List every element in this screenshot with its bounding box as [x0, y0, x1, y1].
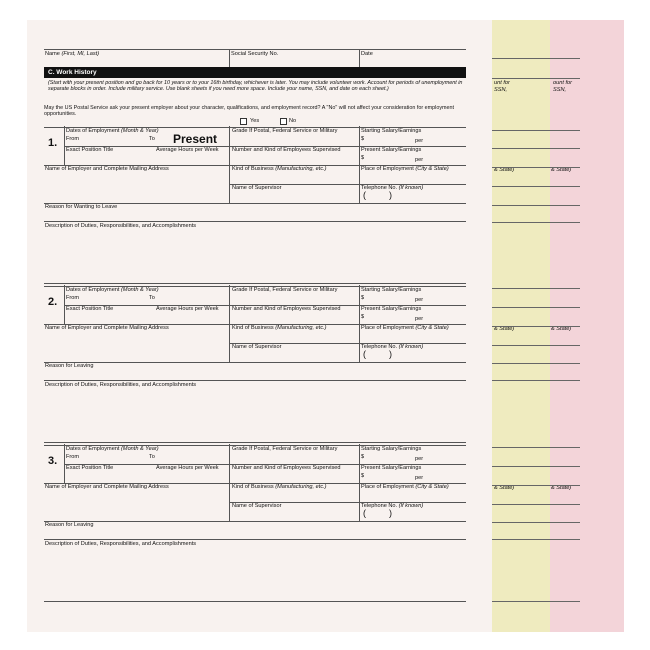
pink-copy-line — [550, 205, 580, 206]
employees-supervised-label: Number and Kind of Employees Supervised — [232, 147, 341, 153]
present-salary-label: Present Salary/Earnings — [361, 465, 422, 471]
to-label: To — [149, 454, 155, 460]
no-label: No — [289, 118, 297, 124]
hours-label: Average Hours per Week — [156, 147, 219, 153]
pink-copy-line — [550, 307, 580, 308]
dates-label: Dates of Employment (Month & Year) — [66, 287, 159, 293]
reason-label: Reason for Wanting to Leave — [45, 204, 118, 210]
pink-copy-line — [550, 130, 580, 131]
divider — [44, 601, 466, 602]
reason-label: Reason for Leaving — [45, 363, 94, 369]
block-number: 2. — [48, 296, 58, 308]
divider — [44, 521, 466, 522]
pink-copy-line — [550, 485, 580, 486]
section-instructions: (Start with your present position and go back for 10 years or to your 16th birthday, whichever is later. You may include volunteer work. Account for periods of unemployment in separate blocks in order. Include military service. Use blank sheets if you need more space. Include your name, SSN, and date on each sheet.) — [48, 80, 463, 93]
dollar-sign: $ — [361, 136, 365, 142]
business-label: Kind of Business (Manufacturing, etc.) — [232, 484, 327, 490]
per-label: per — [415, 138, 424, 144]
employer-label: Name of Employer and Complete Mailing Address — [45, 166, 169, 172]
employees-supervised-label: Number and Kind of Employees Supervised — [232, 465, 341, 471]
yellow-copy-line — [492, 485, 550, 486]
per-label: per — [415, 475, 424, 481]
dates-label: Dates of Employment (Month & Year) — [66, 128, 159, 134]
yellow-copy-line — [492, 78, 550, 79]
yellow-copy-line — [492, 345, 550, 346]
divider — [44, 362, 466, 363]
divider — [44, 442, 466, 443]
pink-copy-line — [550, 539, 580, 540]
pink-copy-line — [550, 601, 580, 602]
date-label: Date — [361, 51, 373, 57]
pink-place-fragment: & State) — [551, 167, 572, 173]
yellow-place-fragment: & State) — [494, 485, 515, 491]
yellow-copy-line — [492, 363, 550, 364]
divider — [64, 444, 65, 483]
phone-label: Telephone No. (If known) — [361, 344, 424, 350]
to-value[interactable]: Present — [173, 132, 218, 146]
employer-contact-question: May the US Postal Service ask your present employer about your character, qualifications, and employment record? A "No" will not affect your consideration for employment opportunities. — [44, 105, 455, 118]
divider — [44, 49, 466, 50]
name-field-label — [45, 51, 99, 58]
business-label: Kind of Business (Manufacturing, etc.) — [232, 325, 327, 331]
phone-open-paren-icon: ( — [363, 508, 366, 518]
dollar-sign: $ — [361, 473, 365, 479]
from-label: From — [66, 136, 80, 142]
yellow-copy-line — [492, 601, 550, 602]
yellow-copy-line — [492, 504, 550, 505]
divider — [359, 126, 360, 203]
yellow-copy-line — [492, 466, 550, 467]
supervisor-label: Name of Supervisor — [232, 344, 282, 350]
yellow-copy-line — [492, 205, 550, 206]
dollar-sign: $ — [361, 295, 365, 301]
duties-label: Description of Duties, Responsibilities, and Accomplishments — [45, 223, 197, 229]
starting-salary-label: Starting Salary/Earnings — [361, 287, 422, 293]
pink-copy-line — [550, 522, 580, 523]
phone-close-paren-icon: ) — [389, 190, 392, 200]
phone-label: Telephone No. (If known) — [361, 503, 424, 509]
position-title-label: Exact Position Title — [66, 306, 114, 312]
pink-copy-line — [550, 58, 580, 59]
pink-copy-line — [550, 504, 580, 505]
yellow-place-fragment: & State) — [494, 326, 515, 332]
phone-label: Telephone No. (If known) — [361, 185, 424, 191]
yellow-place-fragment: & State) — [494, 167, 515, 173]
pink-place-fragment: & State) — [551, 326, 572, 332]
divider — [229, 126, 230, 203]
yellow-copy-line — [492, 186, 550, 187]
pink-copy-line — [550, 447, 580, 448]
pink-copy-line — [550, 380, 580, 381]
pink-copy-line — [550, 363, 580, 364]
yellow-copy-line — [492, 447, 550, 448]
grade-label: Grade If Postal, Federal Service or Military — [232, 128, 338, 134]
name-hint: (First, MI, Last) — [61, 51, 100, 57]
phone-open-paren-icon: ( — [363, 349, 366, 359]
yellow-copy-line — [492, 167, 550, 168]
per-label: per — [415, 456, 424, 462]
employer-label: Name of Employer and Complete Mailing Address — [45, 484, 169, 490]
name-label: Name — [45, 51, 60, 57]
dollar-sign: $ — [361, 454, 365, 460]
starting-salary-label: Starting Salary/Earnings — [361, 446, 422, 452]
divider — [229, 444, 230, 521]
present-salary-label: Present Salary/Earnings — [361, 306, 422, 312]
duties-label: Description of Duties, Responsibilities, and Accomplishments — [45, 541, 197, 547]
place-label: Place of Employment (City & State) — [361, 166, 449, 172]
yellow-instr-fragment: unt for — [494, 80, 510, 86]
pink-copy-line — [550, 345, 580, 346]
pink-copy-line — [550, 148, 580, 149]
section-title: C. Work History — [44, 67, 466, 78]
position-title-label: Exact Position Title — [66, 147, 114, 153]
yellow-copy-line — [492, 222, 550, 223]
hours-label: Average Hours per Week — [156, 465, 219, 471]
dates-label: Dates of Employment (Month & Year) — [66, 446, 159, 452]
block-number: 1. — [48, 137, 58, 149]
pink-copy-line — [550, 222, 580, 223]
phone-open-paren-icon: ( — [363, 190, 366, 200]
reason-label: Reason for Leaving — [45, 522, 94, 528]
yellow-copy-line — [492, 539, 550, 540]
per-label: per — [415, 297, 424, 303]
employees-supervised-label: Number and Kind of Employees Supervised — [232, 306, 341, 312]
yellow-copy-line — [492, 288, 550, 289]
pink-place-fragment: & State) — [551, 485, 572, 491]
to-label: To — [149, 136, 155, 142]
supervisor-label: Name of Supervisor — [232, 503, 282, 509]
yellow-copy-line — [492, 148, 550, 149]
no-checkbox[interactable] — [280, 118, 287, 125]
phone-close-paren-icon: ) — [389, 508, 392, 518]
divider — [64, 126, 65, 165]
yellow-copy-line — [492, 326, 550, 327]
pink-instr-fragment: ount for — [553, 80, 572, 86]
employer-label: Name of Employer and Complete Mailing Address — [45, 325, 169, 331]
yellow-copy-line — [492, 522, 550, 523]
divider — [44, 283, 466, 284]
pink-copy-line — [550, 167, 580, 168]
pink-copy-line — [550, 78, 580, 79]
pink-copy-line — [550, 186, 580, 187]
present-salary-label: Present Salary/Earnings — [361, 147, 422, 153]
divider — [44, 380, 466, 381]
yes-label: Yes — [250, 118, 260, 124]
grade-label: Grade If Postal, Federal Service or Military — [232, 446, 338, 452]
from-label: From — [66, 295, 80, 301]
yellow-copy-line — [492, 380, 550, 381]
divider — [359, 285, 360, 362]
per-label: per — [415, 316, 424, 322]
pink-copy-line — [550, 326, 580, 327]
phone-close-paren-icon: ) — [389, 349, 392, 359]
dollar-sign: $ — [361, 155, 365, 161]
to-label: To — [149, 295, 155, 301]
position-title-label: Exact Position Title — [66, 465, 114, 471]
starting-salary-label: Starting Salary/Earnings — [361, 128, 422, 134]
ssn-label: Social Security No. — [231, 51, 279, 57]
duties-label: Description of Duties, Responsibilities, and Accomplishments — [45, 382, 197, 388]
divider — [359, 444, 360, 521]
pink-instr-fragment: SSN, — [553, 87, 567, 93]
per-label: per — [415, 157, 424, 163]
from-label: From — [66, 454, 80, 460]
divider — [359, 49, 360, 67]
place-label: Place of Employment (City & State) — [361, 484, 449, 490]
yellow-instr-fragment: SSN, — [494, 87, 508, 93]
divider — [44, 539, 466, 540]
place-label: Place of Employment (City & State) — [361, 325, 449, 331]
divider — [229, 285, 230, 362]
pink-copy-line — [550, 466, 580, 467]
business-label: Kind of Business (Manufacturing, etc.) — [232, 166, 327, 172]
grade-label: Grade If Postal, Federal Service or Military — [232, 287, 338, 293]
divider — [44, 221, 466, 222]
divider — [64, 285, 65, 324]
hours-label: Average Hours per Week — [156, 306, 219, 312]
yellow-copy-line — [492, 307, 550, 308]
yes-checkbox[interactable] — [240, 118, 247, 125]
dollar-sign: $ — [361, 314, 365, 320]
pink-copy-line — [550, 288, 580, 289]
block-number: 3. — [48, 455, 58, 467]
supervisor-label: Name of Supervisor — [232, 185, 282, 191]
divider — [229, 49, 230, 67]
yellow-copy-line — [492, 58, 550, 59]
yellow-copy-line — [492, 130, 550, 131]
